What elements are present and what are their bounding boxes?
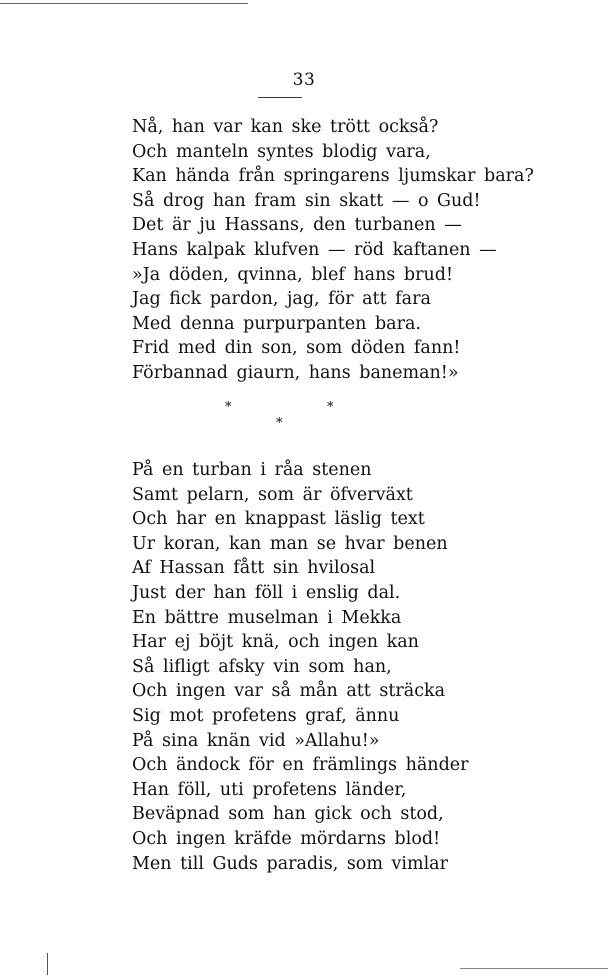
verse-line: Har ej böjt knä, och ingen kan xyxy=(132,632,419,653)
verse-line: Sig mot profetens graf, ännu xyxy=(132,705,400,726)
asterisk-ornament: * xyxy=(327,400,334,415)
verse-line: Hans kalpak klufven — röd kaftanen — xyxy=(132,239,497,260)
scan-edge-mark-left xyxy=(47,953,48,975)
section-break-asterism xyxy=(0,400,608,440)
verse-line: Och har en knappast läslig text xyxy=(132,509,425,530)
verse-line: Jag fick pardon, jag, för att fara xyxy=(132,289,431,310)
asterisk-ornament: * xyxy=(225,400,232,415)
verse-line: Nå, han var kan ske trött också? xyxy=(132,117,439,137)
poem-stanza-2 xyxy=(132,458,469,876)
poem-stanza-1 xyxy=(132,115,534,386)
verse-line: Beväpnad som han gick och stod, xyxy=(132,804,444,825)
page-number: 33 xyxy=(292,70,316,90)
verse-line: Och ingen kräfde mördarns blod! xyxy=(132,828,441,849)
verse-line: »Ja döden, qvinna, blef hans brud! xyxy=(132,264,453,285)
page-number-rule xyxy=(258,97,302,98)
verse-line: En bättre muselman i Mekka xyxy=(132,607,402,628)
verse-line: Ur koran, kan man se hvar benen xyxy=(132,533,448,554)
verse-line: Och manteln syntes blodig vara, xyxy=(132,141,431,162)
verse-line: Det är ju Hassans, den turbanen — xyxy=(132,215,462,236)
verse-line: Kan hända från springarens ljumskar bara? xyxy=(132,166,534,187)
verse-line: Och ändock för en främlings händer xyxy=(132,755,469,776)
verse-line: Men till Guds paradis, som vimlar xyxy=(132,853,448,874)
verse-line: Och ingen var så mån att sträcka xyxy=(132,681,446,702)
verse-line: På sina knän vid »Allahu!» xyxy=(132,730,380,751)
verse-line: Så drog han fram sin skatt — o Gud! xyxy=(132,190,481,211)
verse-line: Just der han föll i enslig dal. xyxy=(132,582,401,603)
verse-line: Förbannad giaurn, hans baneman!» xyxy=(132,362,459,383)
verse-line: Frid med din son, som döden fann! xyxy=(132,338,461,359)
asterisk-ornament: * xyxy=(276,416,283,431)
verse-line: Af Hassan fått sin hvilosal xyxy=(132,558,376,579)
verse-line: Han föll, uti profetens länder, xyxy=(132,779,407,800)
verse-line: På en turban i råa stenen xyxy=(132,460,372,480)
verse-line: Med denna purpurpanten bara. xyxy=(132,313,421,334)
scan-edge-line-top xyxy=(0,3,248,4)
verse-line: Samt pelarn, som är öfverväxt xyxy=(132,484,413,505)
verse-line: Så lifligt afsky vin som han, xyxy=(132,656,392,677)
scan-edge-line-bottom xyxy=(460,968,608,969)
